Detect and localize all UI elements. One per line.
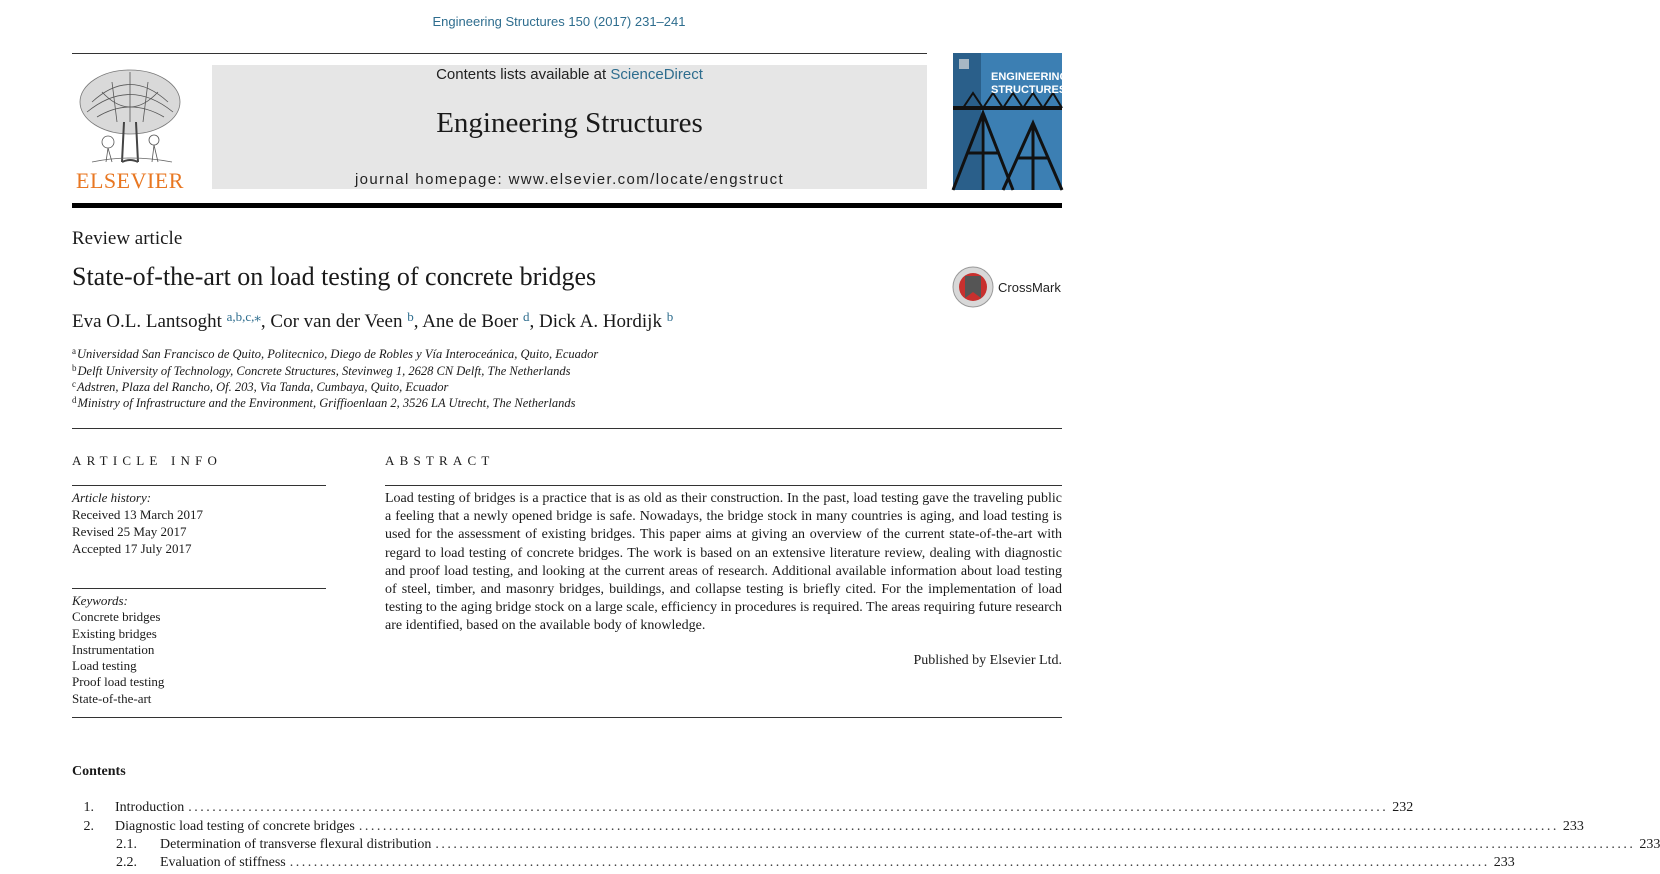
author-4-name[interactable]: Dick A. Hordijk [538,311,662,332]
keyword-item: Load testing [72,658,137,674]
toc-entry-2-1[interactable] [72,837,1660,856]
affiliation-text: Delft University of Technology, Concrete Structures, Stevinweg 1, 2628 CN Delft, The Netherlands [77,364,571,378]
journal-homepage[interactable]: journal homepage: www.elsevier.com/locate/engstruct [354,171,785,188]
abstract-body: Load testing of bridges is a practice that is as old as their construction. In the past, load testing gave the traveling public a feeling that a newly opened bridge is safe. Nowadays, the bridge stock in many countries is aging, and load testing is used for the assessment of existing bridges. This paper aims at giving an overview of the current state-of-the-art with regard to load testing of concrete bridges. The work is based on an extensive literature review, dealing with diagnostic and proof load testing, and looking at the current areas of research. Additional available information about load testing of steel, timber, and masonry bridges, buildings, and collapse testing is briefly cited. For the implementation of load testing to the aging bridge stock on a large scale, efficiency in procedures is required. The areas requiring future research are identified, based on the available body of knowledge. [385,491,1062,634]
keywords-block [72,593,164,707]
toc-leader: ........................................................................................................................................................................................................ [289,855,1490,870]
toc-page: 232 [1392,800,1414,815]
history-received: Received 13 March 2017 [72,507,204,522]
author-4-affil[interactable]: b [666,309,674,324]
crossmark-icon [952,266,994,308]
toc-number: 1. [83,800,94,815]
contents-heading: Contents [72,764,126,779]
cover-title-line1: ENGINEERING [991,71,1069,83]
contents-availability [212,66,927,83]
toc-number: 2.2. [116,855,137,870]
toc-entry-2[interactable] [72,819,1584,838]
author-3-sep: , [413,311,423,332]
affiliation-d [72,395,576,411]
article-type: Review article [72,228,183,249]
affiliation-text: Adstren, Plaza del Rancho, Of. 203, Via Tanda, Cumbaya, Quito, Ecuador [77,380,449,394]
toc-title[interactable]: Introduction [115,800,185,815]
author-2-sep: , [260,311,271,332]
cover-title-line2: STRUCTURES [991,84,1067,96]
keyword-item: State-of-the-art [72,690,152,706]
keyword-item: Concrete bridges [72,609,161,625]
toc-page: 233 [1639,837,1660,852]
article-history [72,489,203,557]
keyword-item: Proof load testing [72,674,165,690]
contents-prefix: Contents lists available at [436,66,607,83]
article-info-rule-mid [72,588,326,589]
abstract-rule [385,485,1062,486]
affiliation-key: d [72,395,77,405]
journal-banner [212,65,927,189]
toc-number: 2.1. [116,837,137,852]
crossmark-label: CrossMark [998,280,1061,295]
publisher-note: Published by Elsevier Ltd. [913,653,1062,668]
cover-title [991,71,1068,97]
article-info-heading: ARTICLE INFO [72,453,223,468]
keyword-item: Existing bridges [72,625,157,641]
affiliation-key: a [72,346,76,356]
article-info-rule-top [72,485,326,486]
affiliation-key: b [72,363,77,373]
author-3-name[interactable]: Ane de Boer [422,311,519,332]
author-3-affil[interactable]: d [522,309,530,324]
toc-leader: ........................................................................................................................................................................................................ [358,819,1559,834]
journal-title[interactable]: Engineering Structures [436,107,703,139]
elsevier-wordmark: ELSEVIER [76,168,184,193]
keyword-item: Instrumentation [72,641,155,657]
abstract-heading: ABSTRACT [385,453,495,468]
header-divider [72,203,1062,208]
affiliation-text: Universidad San Francisco de Quito, Politecnico, Diego de Robles y Vía Interoceánica, Quito, Ecuador [77,347,599,361]
affiliation-a [72,346,598,362]
history-accepted: Accepted 17 July 2017 [72,541,192,556]
author-1-name[interactable]: Eva O.L. Lantsoght [72,311,222,332]
affiliation-divider [72,428,1062,429]
toc-number: 2. [83,819,94,834]
journal-citation[interactable]: Engineering Structures 150 (2017) 231–241 [432,14,686,29]
toc-title[interactable]: Diagnostic load testing of concrete bridges [115,819,355,834]
affiliation-key: c [72,379,76,389]
author-1-affil[interactable]: a,b,c,⁎ [226,309,261,324]
toc-page: 233 [1493,855,1515,870]
toc-leader: ........................................................................................................................................................................................................ [435,837,1636,852]
author-4-sep: , [529,311,539,332]
crossmark-badge[interactable] [952,266,1064,308]
history-revised: Revised 25 May 2017 [72,524,187,539]
toc-leader: ........................................................................................................................................................................................................ [188,800,1389,815]
journal-cover[interactable] [953,53,1069,190]
toc-entry-2-2[interactable] [72,855,1515,874]
toc-page: 233 [1562,819,1584,834]
article-title: State-of-the-art on load testing of concrete bridges [72,262,597,291]
author-list [72,309,673,333]
abstract-bottom-divider [72,717,1062,718]
affiliation-c [72,379,448,395]
toc-title[interactable]: Determination of transverse flexural distribution [160,837,432,852]
affiliation-b [72,363,571,379]
sciencedirect-link[interactable]: ScienceDirect [610,66,703,83]
author-2-name[interactable]: Cor van der Veen [270,311,403,332]
affiliation-text: Ministry of Infrastructure and the Environment, Griffioenlaan 2, 3526 LA Utrecht, The Netherlands [77,396,576,410]
toc-title[interactable]: Evaluation of stiffness [160,855,286,870]
author-2-affil[interactable]: b [407,309,414,324]
header-top-rule [72,53,927,54]
toc-entry-1[interactable] [72,800,1414,819]
history-label: Article history: [72,490,152,505]
keywords-label: Keywords: [72,593,128,608]
